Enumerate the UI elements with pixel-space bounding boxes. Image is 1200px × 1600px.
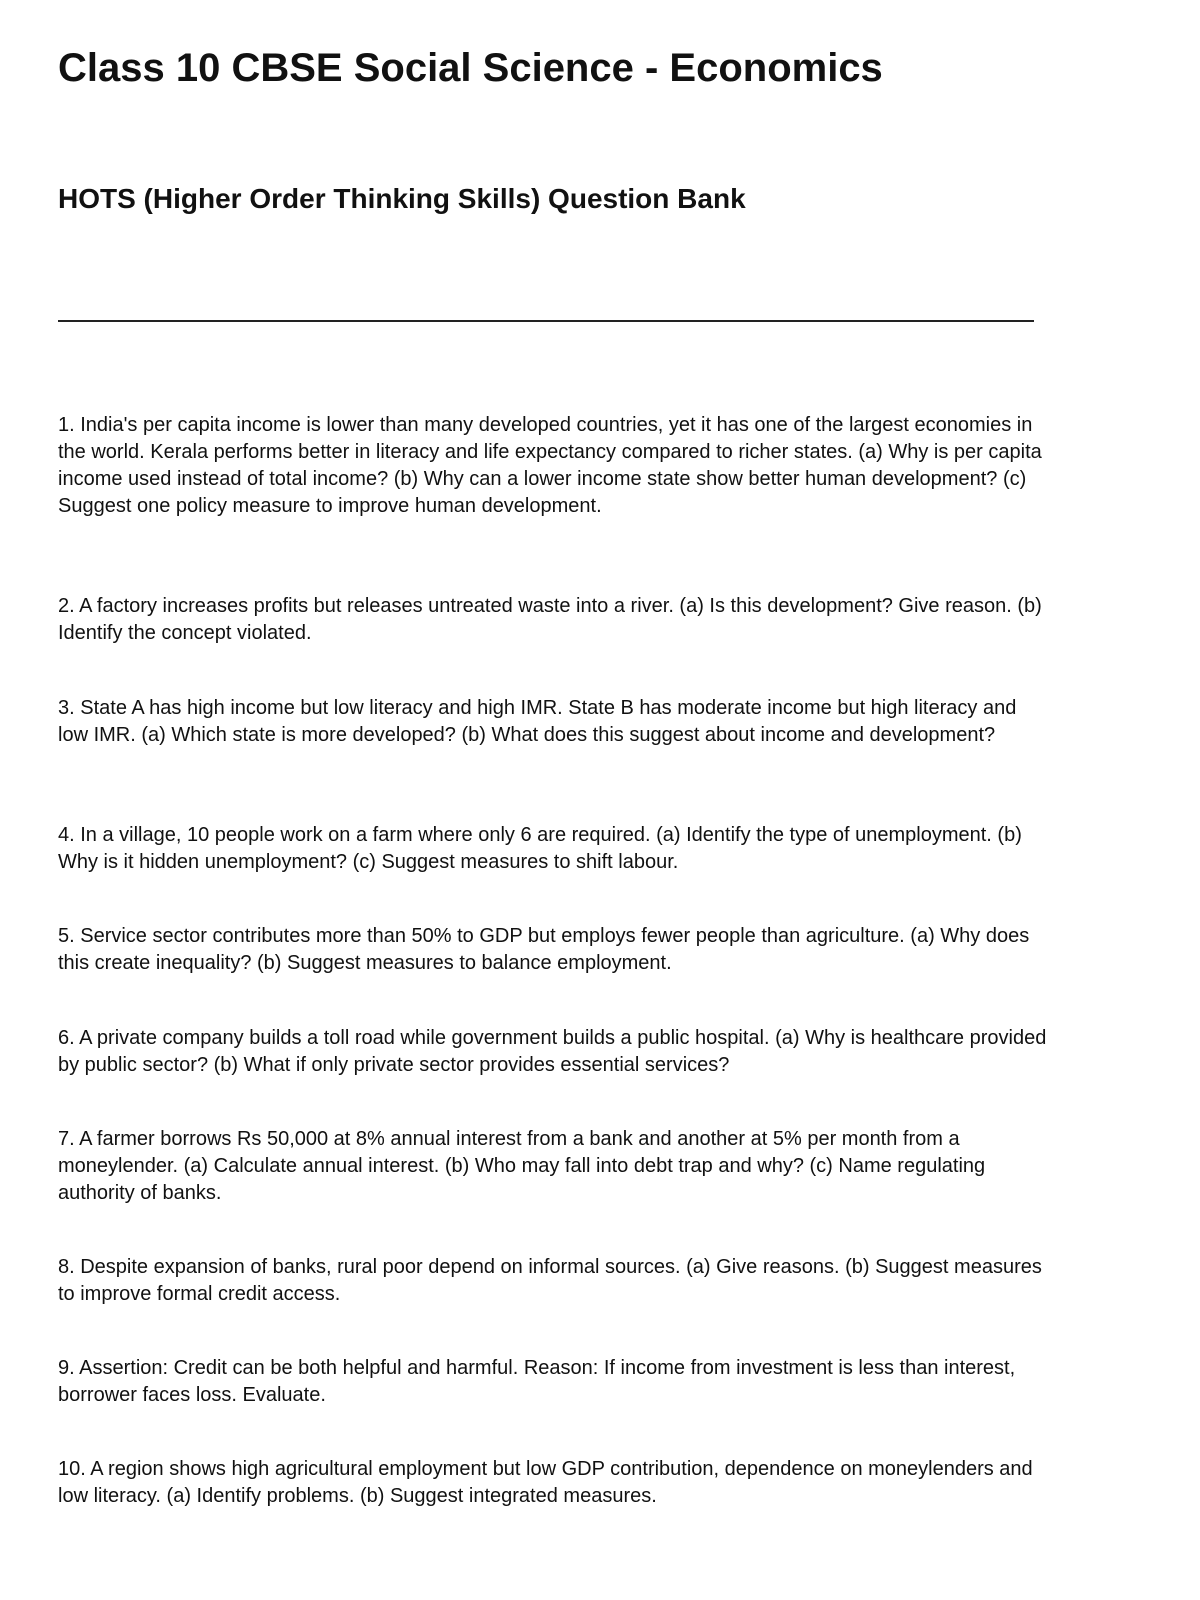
question-4: 4. In a village, 10 people work on a farm where only 6 are required. (a) Identify the type of unemployment. (b) Why is it hidden unemployment? (c) Suggest measures to shift labour.: [58, 824, 1022, 873]
document-title: Class 10 CBSE Social Science - Economics: [58, 46, 883, 90]
question-9: 9. Assertion: Credit can be both helpful and harmful. Reason: If income from investment is less than interest, borrower faces loss. Evaluate.: [58, 1357, 1016, 1406]
question-8: 8. Despite expansion of banks, rural poor depend on informal sources. (a) Give reasons. (b) Suggest measures to improve formal credit access.: [58, 1256, 1042, 1305]
horizontal-divider: [58, 320, 1034, 322]
document-subtitle: HOTS (Higher Order Thinking Skills) Question Bank: [58, 183, 746, 214]
question-3: 3. State A has high income but low literacy and high IMR. State B has moderate income but high literacy and low IMR. (a) Which state is more developed? (b) What does this suggest about income and development?: [58, 697, 1017, 746]
question-7: 7. A farmer borrows Rs 50,000 at 8% annual interest from a bank and another at 5% per month from a moneylender. (a) Calculate annual interest. (b) Who may fall into debt trap and why? (c) Name regulating authority of banks.: [58, 1128, 986, 1204]
question-1: 1. India's per capita income is lower than many developed countries, yet it has one of the largest economies in the world. Kerala performs better in literacy and life expectancy compared to richer states. (a) Why is per capita income used instead of total income? (b) Why can a lower income state show better human development? (c) Suggest one policy measure to improve human development.: [58, 414, 1042, 517]
question-10: 10. A region shows high agricultural employment but low GDP contribution, dependence on moneylenders and low literacy. (a) Identify problems. (b) Suggest integrated measures.: [58, 1458, 1033, 1507]
question-2: 2. A factory increases profits but releases untreated waste into a river. (a) Is this development? Give reason. (b) Identify the concept violated.: [58, 595, 1042, 644]
question-6: 6. A private company builds a toll road while government builds a public hospital. (a) Why is healthcare provided by public sector? (b) What if only private sector provides essential services?: [58, 1027, 1047, 1076]
question-5: 5. Service sector contributes more than 50% to GDP but employs fewer people than agriculture. (a) Why does this create inequality? (b) Suggest measures to balance employment.: [58, 925, 1030, 974]
